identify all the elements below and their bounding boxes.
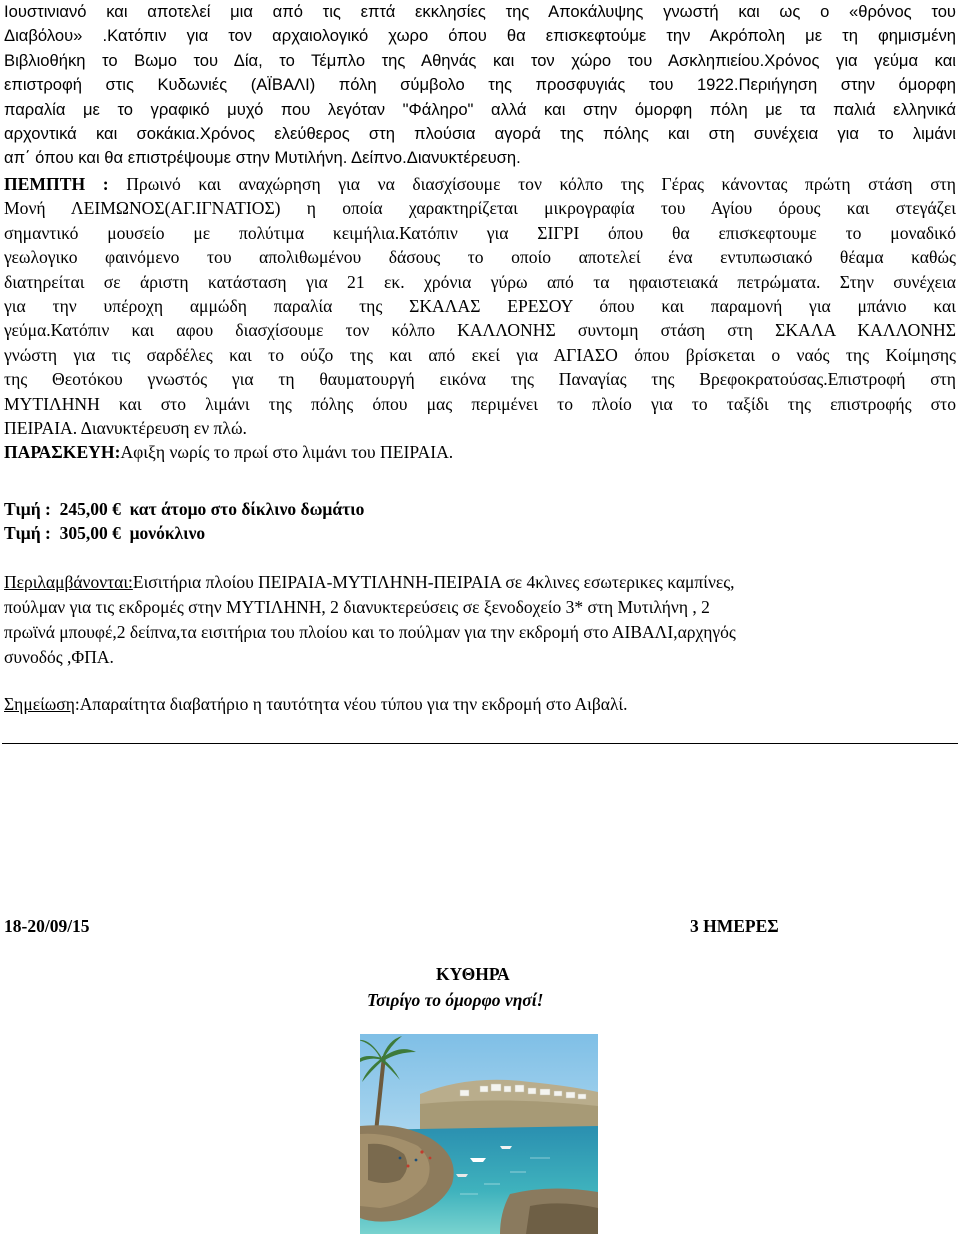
- section-divider: [2, 743, 958, 744]
- thursday-line: γεύμα.Κατόπιν και αφου διασχίσουμε τον κόλπο ΚΑΛΛΟΝΗΣ συντομη στάση στη ΣΚΑΛΑ ΚΑΛΛΟΝΗΣ: [4, 320, 956, 341]
- thursday-line: σημαντικό μουσείο με πολύτιμα κειμήλια.Κατόπιν για ΣΙΓΡΙ όπου θα επισκεφτουμε το μοναδικό: [4, 222, 956, 243]
- note-section: [4, 694, 628, 715]
- thursday-section: [4, 172, 956, 440]
- included-section: Περιλαμβάνονται:Εισιτήρια πλοίου ΠΕΙΡΑΙΑ-ΜΥΤΙΛΗΝΗ-ΠΕΙΡΑΙΑ σε 4κλινες εσωτερικες καμπίνες, πούλμαν για τις εκδρομές στην ΜΥΤΙΛΗΝΗ, 2 διανυκτερεύσεις σε ξενοδοχείο 3* στη Μυτιλήνη , 2 πρωϊνά μπουφέ,2 δείπνα,τα εισιτήρια του πλοίου και το πούλμαν για την εκδρομή στο ΑΙΒΑΛΙ,αρχηγός συνοδός ,ΦΠΑ.: [4, 570, 934, 670]
- thursday-line: Μονή ΛΕΙΜΩΝΟΣ(ΑΓ.ΙΓΝΑΤΙΟΣ) η οποία χαρακτηρίζεται μικρογραφία του Αγίου όρους και στεγάζει: [4, 198, 956, 219]
- itinerary-line: αρχοντικά και σοκάκια.Χρόνος ελεύθερος στη πλούσια αγορά της πόλης και στη συνέχεια για το λιμάνι: [4, 124, 956, 144]
- itinerary-line: Ιουστινιανό και αποτελεί μια από τις επτά εκκλησίες της Αποκάλυψης γνωστή και ως ο «θρόνος του: [4, 2, 956, 21]
- trip-tagline: Τσιρίγο το όμορφο νησί!: [367, 990, 544, 1010]
- bay-illustration: [360, 1034, 598, 1234]
- friday-section: [4, 440, 956, 464]
- note-text: :Απαραίτητα διαβατήριο η ταυτότητα νέου τύπου για την εκδρομή στο Αιβαλί.: [74, 694, 628, 714]
- itinerary-line: Διαβόλου» .Κατόπιν για τον αρχαιολογικό χωρο όπου θα επισκεφτούμε την Ακρόπολη με τη φημισμένη: [4, 26, 956, 46]
- thursday-line: γνώστη για τις σαρδέλες και το ούζο της και από εκεί για ΑΓΙΑΣΟ όπου βρίσκεται ο ναός της Κοίμησης: [4, 344, 956, 365]
- included-label: Περιλαμβάνονται:: [4, 572, 133, 592]
- trip-destination: ΚΥΘΗΡΑ: [436, 964, 510, 984]
- thursday-line: για την υπέροχη αμμώδη παραλία της ΣΚΑΛΑΣ ΕΡΕΣΟΥ όπου και παραμονή για μπάνιο και: [4, 296, 956, 317]
- included-line: πούλμαν για τις εκδρομές στην ΜΥΤΙΛΗΝΗ, 2 διανυκτερεύσεις σε ξενοδοχείο 3* στη Μυτιλήνη , 2: [4, 597, 710, 617]
- thursday-line: ΠΕΙΡΑΙΑ. Διανυκτέρευση εν πλώ.: [4, 418, 247, 439]
- note-label: Σημείωση: [4, 694, 75, 714]
- price-single: Τιμή : 305,00 € μονόκλινο: [4, 523, 206, 543]
- thursday-line: γεωλογικο φαινόμενο του απολιθωμένου δάσους το οποίο αποτελεί ένα εντυπωσιακό θέαμα καθώς: [4, 247, 956, 268]
- included-line: πρωϊνά μπουφέ,2 δείπνα,τα εισιτήρια του πλοίου και το πούλμαν για την εκδρομή στο ΑΙΒΑΛΙ,αρχηγός: [4, 622, 736, 642]
- itinerary-continuation: [4, 0, 956, 171]
- itinerary-line: παραλία με το γραφικό μυχό που λεγόταν "Φάληρο" αλλά και στην όμορφη πόλη με τα παλιά ελληνικά: [4, 99, 956, 119]
- price-double: Τιμή : 245,00 € κατ άτομο στο δίκλινο δωμάτιο: [4, 499, 365, 519]
- friday-text: Αφιξη νωρίς το πρωί στο λιμάνι του ΠΕΙΡΑΙΑ.: [120, 442, 454, 462]
- thursday-line: της Θεοτόκου γνωστός για τη θαυματουργή εικόνα της Παναγίας της Βρεφοκρατούσας.Επιστροφή στη: [4, 369, 956, 390]
- trip-duration: 3 ΗΜΕΡΕΣ: [690, 916, 779, 936]
- included-line: συνοδός ,ΦΠΑ.: [4, 647, 114, 667]
- itinerary-line: Βιβλιοθήκη το Βωμο του Δία, το Τέμπλο της Αθηνάς και τον χώρο του Ασκληπιείου.Χρόνος για γεύμα και: [4, 50, 956, 70]
- thursday-line: ΠΕΜΠΤΗ : Πρωινό και αναχώρηση για να διασχίσουμε τον κόλπο της Γέρας κάνοντας πρώτη στάση στη: [4, 174, 956, 194]
- thursday-label: ΠΕΜΠΤΗ :: [4, 174, 109, 194]
- itinerary-line: απ΄ όπου και θα επιστρέψουμε στην Μυτιλήνη. Δείπνο.Διανυκτέρευση.: [4, 148, 521, 168]
- kythira-bay-photo: [360, 1034, 598, 1234]
- itinerary-line: επιστροφή στις Κυδωνιές (ΑΪΒΑΛΙ) πόλη σύμβολο της προσφυγιάς του 1922.Περιήγηση στην όμορφη: [4, 75, 956, 95]
- friday-label: ΠΑΡΑΣΚΕΥΗ:: [4, 442, 121, 462]
- thursday-line: διατηρείται σε άριστη κατάσταση για 21 εκ. χρόνια γύρω από τα ηφαιστειακά πετρώματα. Στην συνέχεια: [4, 271, 956, 292]
- trip-dates: 18-20/09/15: [4, 916, 90, 936]
- thursday-line: ΜΥΤΙΛΗΝΗ και στο λιμάνι της πόλης όπου μας περιμένει το πλοίο για το ταξίδι της επιστροφής στο: [4, 393, 956, 414]
